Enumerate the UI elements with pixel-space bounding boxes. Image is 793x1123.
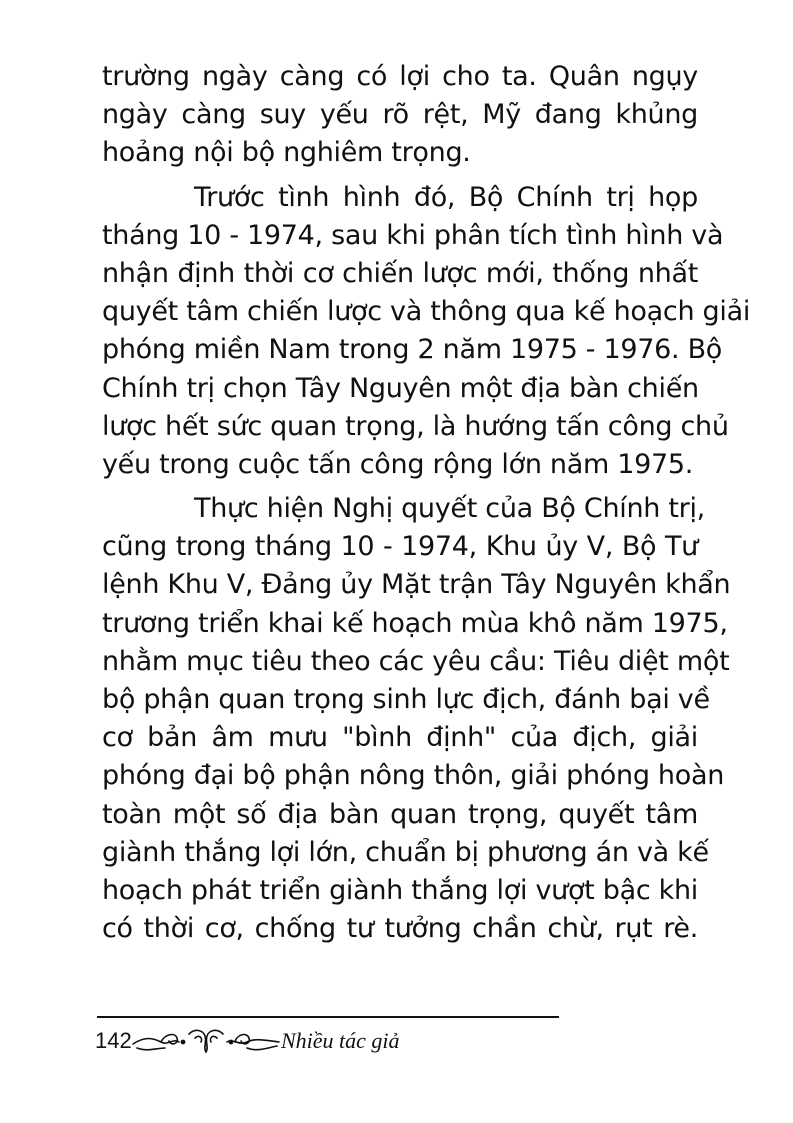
page-number: 142 xyxy=(95,1028,132,1053)
text-line: trường ngày càng có lợi cho ta. Quân ngụy xyxy=(102,61,698,92)
text-line: ngày càng suy yếu rõ rệt, Mỹ đang khủng xyxy=(102,99,698,131)
text-line: bộ phận quan trọng sinh lực địch, đánh bại về xyxy=(102,684,710,715)
text-line: trương triển khai kế hoạch mùa khô năm 1975, xyxy=(102,607,728,639)
vine-flourish-icon xyxy=(131,1026,281,1060)
text-line: tháng 10 - 1974, sau khi phân tích tình hình và xyxy=(102,219,724,251)
text-line: hoạch phát triển giành thắng lợi vượt bậc khi xyxy=(102,874,698,906)
text-line: cơ bản âm mưu "bình định" của địch, giải xyxy=(102,722,698,754)
footer-rule xyxy=(97,1016,559,1018)
text-line: Trước tình hình đó, Bộ Chính trị họp xyxy=(194,181,698,213)
text-line: yếu trong cuộc tấn công rộng lớn năm 1975. xyxy=(102,448,694,480)
page-footer xyxy=(95,1024,495,1064)
text-line: phóng miền Nam trong 2 năm 1975 - 1976. Bộ xyxy=(102,334,723,366)
text-line: cũng trong tháng 10 - 1974, Khu ủy V, Bộ Tư xyxy=(102,531,698,563)
text-line: phóng đại bộ phận nông thôn, giải phóng hoàn xyxy=(102,760,725,792)
text-line: hoảng nội bộ nghiêm trọng. xyxy=(102,137,471,169)
text-line: Thực hiện Nghị quyết của Bộ Chính trị, xyxy=(194,493,705,525)
text-line: Chính trị chọn Tây Nguyên một địa bàn chiến xyxy=(102,372,699,404)
book-author: Nhiều tác giả xyxy=(281,1028,400,1053)
text-line: nhận định thời cơ chiến lược mới, thống nhất xyxy=(102,257,698,289)
body-text xyxy=(102,58,751,948)
text-line: toàn một số địa bàn quan trọng, quyết tâm xyxy=(102,798,698,830)
text-line: lệnh Khu V, Đảng ủy Mặt trận Tây Nguyên khẩn xyxy=(102,569,731,601)
text-line: có thời cơ, chống tư tưởng chần chừ, rụt rè. xyxy=(102,913,698,945)
text-line: giành thắng lợi lớn, chuẩn bị phương án và kế xyxy=(102,836,709,868)
text-line: quyết tâm chiến lược và thông qua kế hoạch giải xyxy=(102,296,751,328)
text-line: lược hết sức quan trọng, là hướng tấn công chủ xyxy=(102,410,729,442)
text-line: nhằm mục tiêu theo các yêu cầu: Tiêu diệt một xyxy=(102,645,730,677)
